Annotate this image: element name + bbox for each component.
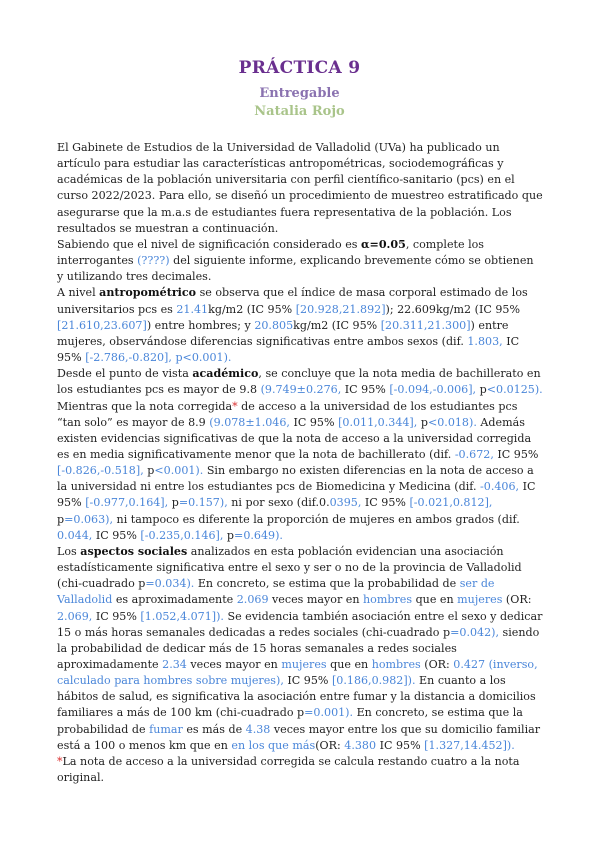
section-keyword: aspectos sociales: [80, 544, 188, 558]
value: =0.042),: [450, 625, 500, 639]
text: de acceso a la universidad de los estudiantes pcs “tan solo” es mayor de 8.9: [57, 399, 518, 429]
value: =0.034).: [145, 577, 195, 591]
value: [-0.826,-0.518],: [57, 464, 144, 478]
value: hombres: [371, 658, 421, 671]
text: Se evidencia también asociación entre el sexo y dedicar 15 o más horas semanales dedicadas a redes sociales (chi-cuadrado p: [57, 609, 543, 639]
value: ser de Valladolid: [57, 577, 495, 607]
asterisk-mark: *: [57, 754, 63, 768]
text: ) entre hombres; y: [146, 318, 255, 332]
question-marks: (????): [137, 254, 170, 268]
text: IC 95%: [376, 738, 425, 752]
value: 20.805: [254, 318, 294, 332]
text: p: [476, 383, 487, 397]
value: [-0.021,0.812],: [409, 496, 493, 510]
author-name: Natalia Rojo: [254, 104, 345, 119]
text: , se concluye que la nota media de bachillerato en los estudiantes pcs es mayor de 9.8: [57, 367, 541, 397]
text: , complete los interrogantes: [57, 237, 484, 268]
value: [20.311,21.300]: [380, 318, 471, 332]
text: p: [168, 496, 179, 510]
value: 2.34: [162, 658, 187, 671]
value: [1.052,4.071]).: [140, 609, 224, 623]
text: IC 95%: [289, 415, 339, 429]
anthropometric-paragraph: [57, 285, 543, 366]
text: Sin embargo no existen diferencias en la nota de acceso a la universidad ni entre los estudiantes pcs de Biomedicina y Medicina (dif.: [57, 464, 534, 494]
value: 0395,: [329, 496, 362, 510]
text: siendo la probabilidad de dedicar más de 15 horas semanales a redes sociales aproximadamente: [57, 625, 540, 671]
document-body: [57, 140, 543, 786]
page-subtitle: Entregable: [259, 86, 340, 101]
value: [-0.094,-0.006],: [389, 383, 477, 397]
text: (OR:: [315, 738, 345, 752]
value: <0.0125).: [486, 383, 543, 397]
text: En cuanto a los hábitos de salud, es significativa la asociación entre fumar y la distancia a domicilios familiares a más de 100 km (chi-cuadrado p: [57, 674, 536, 720]
value: <0.001).: [154, 464, 204, 478]
value: 2.069,: [57, 609, 93, 623]
value: =0.157),: [178, 496, 228, 510]
text: p: [417, 415, 428, 429]
text: analizados en esta población evidencian una asociación estadísticamente significativa entre el sexo y ser o no de la provincia de Valladolid (chi-cuadrado p: [57, 544, 522, 591]
asterisk-mark: *: [232, 399, 238, 413]
text: kg/m2 (IC 95%: [293, 318, 381, 332]
text: es más de: [182, 722, 246, 736]
value: [21.610,23.607]: [57, 318, 147, 332]
footnote: [57, 754, 543, 786]
text: IC 95%: [57, 480, 536, 510]
value: 21.41: [176, 302, 209, 316]
text: Mientras que la nota corregida: [57, 399, 233, 413]
value: =0.649).: [234, 528, 283, 542]
text: kg/m2 (IC 95%: [435, 302, 521, 316]
section-keyword: académico: [192, 367, 259, 381]
text: que en: [326, 658, 372, 671]
section-keyword: antropométrico: [99, 286, 197, 300]
text: del siguiente informe, explicando brevemente cómo se obtienen y utilizando tres decimales.: [57, 254, 534, 284]
text: p: [223, 528, 235, 542]
value: fumar: [149, 722, 183, 736]
value: 1.803,: [467, 334, 503, 348]
value: [20.928,21.892]: [295, 302, 386, 316]
text: IC 95%: [57, 334, 520, 365]
text: IC 95%: [283, 674, 332, 688]
alpha-value: α=0.05: [360, 237, 406, 251]
text: p: [57, 512, 65, 526]
text: veces mayor en: [268, 593, 364, 607]
value: 0.044,: [57, 528, 93, 542]
text: se observa que el índice de masa corporal estimado de los universitarios pcs es: [57, 286, 528, 316]
social-paragraph: [57, 544, 543, 754]
value: en los que más: [231, 738, 316, 752]
text: En concreto, se estima que la probabilidad de: [194, 577, 460, 591]
text: ); 22.609: [385, 302, 436, 316]
value: -0.672,: [454, 447, 494, 461]
intro-paragraph: El Gabinete de Estudios de la Universidad de Valladolid (UVa) ha publicado un artículo para estudiar las características antropométricas, sociodemográficas y académicas de la población universitaria con perfil científico-sanitario (pcs) en el curso 2022/2023. Para ello, se diseñó un procedimiento de muestreo estratificado que asegurarse que la m.a.s de estudiantes fuera representativa de la población. Los resultados se muestran a continuación.: [57, 141, 543, 235]
text: ) entre mujeres, observándose diferencias significativas entre ambos sexos (dif.: [57, 318, 509, 348]
value: <0.018).: [427, 415, 477, 429]
text: veces mayor en: [186, 658, 282, 671]
text: veces mayor entre los que su domicilio familiar está a 100 o menos km que en: [57, 722, 541, 752]
value: [0.186,0.982]).: [331, 674, 416, 688]
text: (OR:: [502, 593, 532, 607]
value: [1.327,14.452]).: [424, 738, 515, 752]
value: 4.380: [344, 738, 377, 752]
text: ni tampoco es diferente la proporción de mujeres en ambos grados (dif.: [113, 512, 520, 526]
academic-paragraph: [57, 366, 543, 544]
text: IC 95%: [92, 528, 141, 542]
instructions-paragraph: [57, 237, 543, 285]
text: Sabiendo que el nivel de significación considerado es: [57, 237, 361, 251]
footnote-text: La nota de acceso a la universidad corregida se calcula restando cuatro a la nota original.: [57, 754, 520, 785]
value: 0.427 (inverso, calculado para hombres sobre mujeres),: [57, 658, 538, 688]
text: ni por sexo (dif.0.: [227, 496, 330, 510]
text: Desde el punto de vista: [57, 367, 193, 381]
text: En concreto, se estima que la probabilidad de: [57, 706, 523, 736]
value: 2.069: [236, 593, 269, 607]
value: [-0.977,0.164],: [85, 496, 169, 510]
value: mujeres: [457, 593, 503, 607]
value: mujeres: [281, 658, 327, 671]
value: [-2.786,-0.820], p<0.001).: [85, 351, 232, 365]
text: IC 95%: [361, 496, 410, 510]
text: p: [143, 464, 155, 478]
text: (OR:: [420, 658, 454, 671]
value: =0.001).: [304, 706, 354, 720]
text: es aproximadamente: [112, 593, 237, 607]
text: IC 95%: [92, 609, 141, 623]
document-header: [0, 58, 599, 119]
page-title: PRÁCTICA 9: [238, 58, 361, 78]
value: (9.078±1.046,: [209, 415, 290, 429]
text: IC 95%: [493, 447, 539, 461]
value: hombres: [363, 593, 413, 607]
text: Además existen evidencias significativas de que la nota de acceso a la universidad corregida es en media significativamente menor que la nota de bachillerato (dif.: [57, 415, 532, 461]
value: =0.063),: [64, 512, 114, 526]
value: (9.749±0.276,: [260, 383, 342, 397]
text: kg/m2 (IC 95%: [208, 302, 296, 316]
value: -0.406,: [480, 480, 520, 494]
value: [-0.235,0.146],: [140, 528, 224, 542]
text: que en: [412, 593, 458, 607]
text: A nivel: [57, 286, 100, 300]
text: Los: [57, 544, 81, 558]
value: 4.38: [245, 722, 271, 736]
value: [0.011,0.344],: [338, 415, 418, 429]
text: IC 95%: [341, 383, 390, 397]
